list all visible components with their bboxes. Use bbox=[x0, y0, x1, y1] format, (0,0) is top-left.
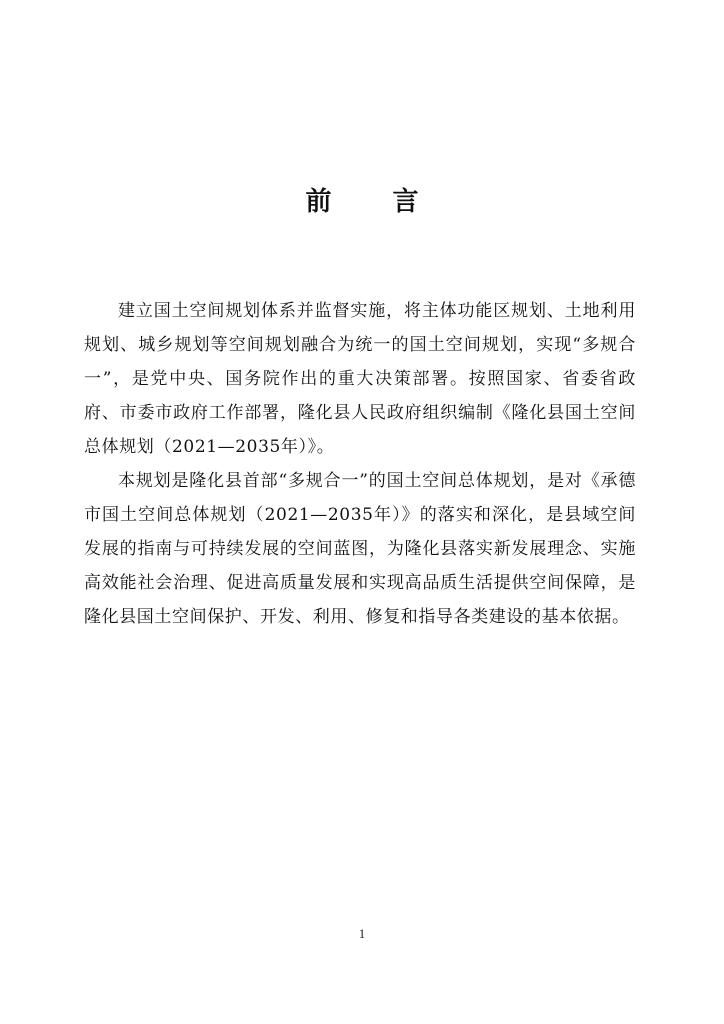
paragraph-1: 建立国土空间规划体系并监督实施，将主体功能区规划、土地利用规划、城乡规划等空间规划融合为统一的国土空间规划，实现“多规合一”，是党中央、国务院作出的重大决策部署。按照国家、省委省政府、市委市政府工作部署，隆化县人民政府组织编制《隆化县国土空间总体规划（2021—2035年）》。 bbox=[84, 301, 636, 457]
page-title: 前 言 bbox=[305, 187, 445, 217]
document-body bbox=[84, 294, 636, 634]
page-number: 1 bbox=[358, 926, 366, 941]
paragraph-2: 本规划是隆化县首部“多规合一”的国土空间总体规划，是对《承德市国土空间总体规划（2021—2035年）》的落实和深化，是县域空间发展的指南与可持续发展的空间蓝图，为隆化县落实新发展理念、实施高效能社会治理、促进高质量发展和实现高品质生活提供空间保障，是隆化县国土空间保护、开发、利用、修复和指导各类建设的基本依据。 bbox=[84, 471, 636, 627]
